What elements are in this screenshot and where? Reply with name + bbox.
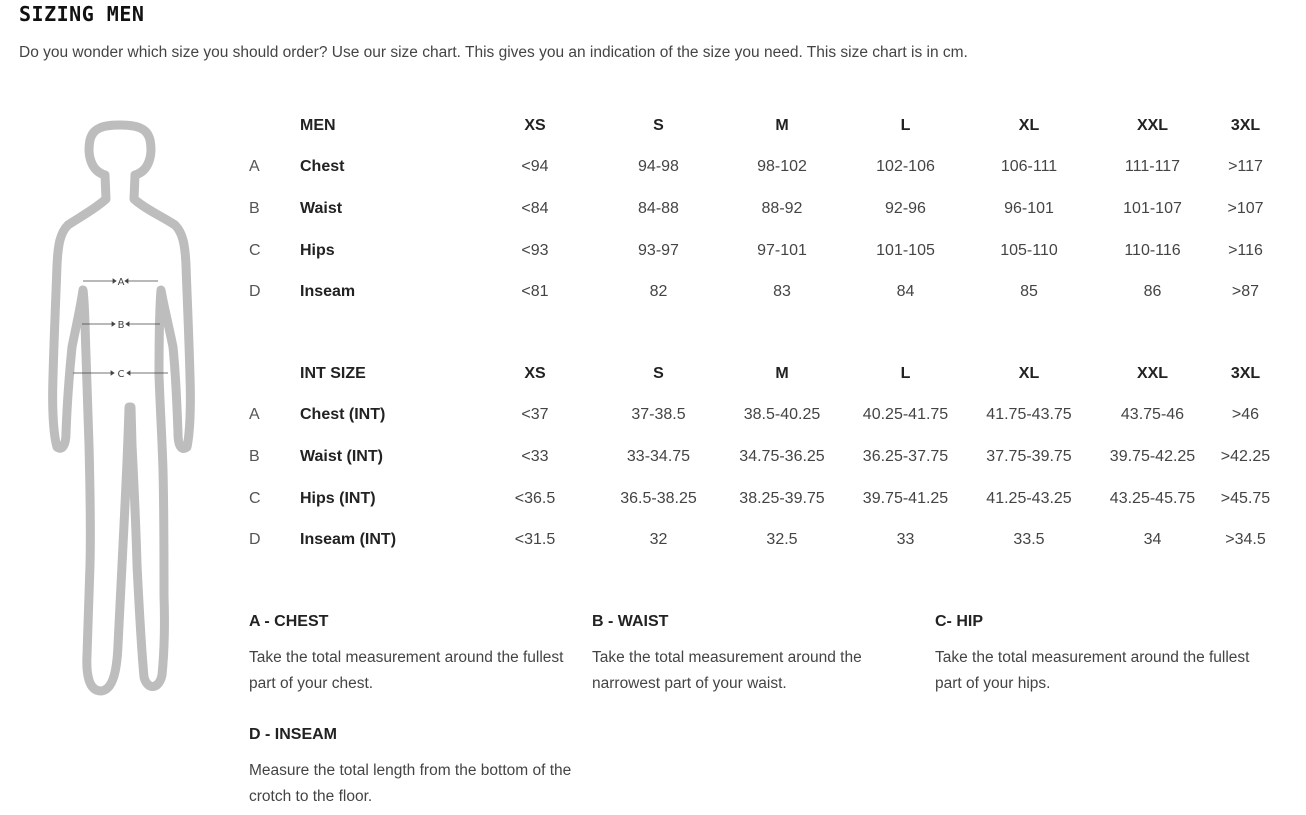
table-cell: 97-101 bbox=[757, 241, 807, 259]
row-letter: B bbox=[249, 199, 260, 217]
table-cell: 41.75-43.75 bbox=[986, 406, 1072, 424]
header-cell: M bbox=[775, 116, 789, 134]
table-cell: <33 bbox=[521, 447, 549, 465]
table-cell: 37.75-39.75 bbox=[986, 447, 1072, 465]
table-cell: 39.75-41.25 bbox=[862, 489, 949, 507]
table-cell: 34 bbox=[1143, 531, 1162, 549]
header-cell: XS bbox=[524, 364, 546, 382]
header-cell: 3XL bbox=[1230, 364, 1261, 382]
table-cell: 102-106 bbox=[876, 158, 935, 176]
header-cell: 3XL bbox=[1230, 116, 1261, 134]
table-cell: 43.25-45.75 bbox=[1109, 489, 1196, 507]
header-cell: XXL bbox=[1136, 116, 1169, 134]
marker-a-label: A bbox=[117, 277, 125, 288]
header-cell: L bbox=[900, 116, 911, 134]
body-figure bbox=[35, 115, 210, 705]
table-cell: 33 bbox=[896, 531, 915, 549]
desc-waist-title: B - WAIST bbox=[592, 613, 669, 630]
row-label: Waist (INT) bbox=[300, 447, 383, 465]
header-cell: XL bbox=[1018, 116, 1040, 134]
marker-b-label: B bbox=[117, 320, 125, 331]
table-cell: 101-105 bbox=[876, 241, 935, 259]
row-label: Inseam bbox=[300, 283, 356, 301]
desc-hip-title: C- HIP bbox=[935, 613, 983, 630]
table-cell: 98-102 bbox=[757, 158, 807, 176]
page-title: SIZING MEN bbox=[19, 2, 145, 26]
table-cell: 36.5-38.25 bbox=[620, 489, 697, 507]
table-row bbox=[240, 519, 1280, 561]
header-cell: INT SIZE bbox=[300, 364, 366, 382]
table-cell: 110-116 bbox=[1124, 241, 1181, 259]
header-cell: S bbox=[653, 364, 664, 382]
table-cell: 96-101 bbox=[1004, 199, 1054, 217]
header-spacer bbox=[240, 105, 300, 147]
table-cell: 43.75-46 bbox=[1120, 406, 1185, 424]
table-cell: 33.5 bbox=[1013, 531, 1045, 549]
row-letter: D bbox=[249, 531, 261, 549]
table-row bbox=[240, 436, 1280, 478]
table-cell: 86 bbox=[1143, 283, 1162, 301]
desc-chest-text: Take the total measurement around the fullest part of your chest. bbox=[249, 649, 564, 692]
table-cell: 38.5-40.25 bbox=[743, 406, 821, 424]
header-cell: L bbox=[900, 364, 911, 382]
desc-hip bbox=[935, 613, 1265, 697]
desc-chest bbox=[249, 613, 579, 697]
table-row bbox=[240, 147, 1280, 189]
row-letter: C bbox=[249, 489, 261, 507]
table-cell: 39.75-42.25 bbox=[1109, 447, 1196, 465]
table-header-row bbox=[240, 105, 1280, 147]
size-table-men bbox=[240, 105, 1280, 313]
table-cell: <31.5 bbox=[514, 531, 556, 549]
table-cell: 88-92 bbox=[761, 199, 803, 217]
table-cell: >46 bbox=[1231, 406, 1260, 424]
header-spacer bbox=[240, 353, 300, 395]
table-cell: 36.25-37.75 bbox=[862, 447, 949, 465]
table-cell: 83 bbox=[773, 283, 791, 301]
table-header-row bbox=[240, 353, 1280, 395]
table-cell: <93 bbox=[521, 241, 549, 259]
desc-hip-text: Take the total measurement around the fullest part of your hips. bbox=[935, 649, 1250, 692]
table-cell: 32.5 bbox=[766, 531, 798, 549]
row-label: Waist bbox=[300, 199, 343, 217]
table-cell: 84 bbox=[896, 283, 915, 301]
row-letter: B bbox=[249, 447, 260, 465]
table-cell: 32 bbox=[649, 531, 668, 549]
table-cell: 105-110 bbox=[1000, 241, 1058, 259]
table-cell: 82 bbox=[649, 283, 668, 301]
table-cell: 40.25-41.75 bbox=[862, 406, 949, 424]
table-cell: 92-96 bbox=[885, 199, 926, 217]
table-cell: <37 bbox=[521, 406, 549, 424]
table-cell: >107 bbox=[1227, 199, 1264, 217]
row-letter: A bbox=[249, 406, 260, 424]
table-cell: >87 bbox=[1231, 283, 1260, 301]
header-cell: XS bbox=[524, 116, 546, 134]
desc-chest-title: A - CHEST bbox=[249, 613, 329, 630]
table-cell: 101-107 bbox=[1123, 199, 1182, 217]
table-cell: 38.25-39.75 bbox=[739, 489, 825, 507]
header-cell: XL bbox=[1018, 364, 1040, 382]
header-cell: M bbox=[775, 364, 789, 382]
desc-inseam bbox=[249, 726, 579, 810]
table-row bbox=[240, 271, 1280, 313]
table-cell: 37-38.5 bbox=[631, 406, 686, 424]
table-cell: <81 bbox=[521, 283, 549, 301]
row-letter: D bbox=[249, 283, 261, 301]
intro-text: Do you wonder which size you should order? Use our size chart. This gives you an indication of the size you need. This size chart is in cm. bbox=[19, 44, 968, 61]
table-cell: >116 bbox=[1228, 241, 1263, 259]
table-cell: <84 bbox=[521, 199, 549, 217]
row-label: Inseam (INT) bbox=[300, 531, 397, 549]
row-label: Chest (INT) bbox=[300, 406, 386, 424]
table-cell: <36.5 bbox=[514, 489, 556, 507]
table-cell: 85 bbox=[1020, 283, 1038, 301]
table-cell: 41.25-43.25 bbox=[986, 489, 1072, 507]
table-cell: 93-97 bbox=[638, 241, 679, 259]
desc-waist bbox=[592, 613, 922, 697]
size-table-int bbox=[240, 353, 1280, 561]
header-cell: XXL bbox=[1136, 364, 1169, 382]
row-label: Chest bbox=[300, 158, 345, 176]
table-cell: >117 bbox=[1228, 158, 1263, 176]
row-label: Hips (INT) bbox=[300, 489, 376, 507]
table-cell: >34.5 bbox=[1225, 531, 1266, 549]
table-cell: <94 bbox=[521, 158, 549, 176]
header-cell: S bbox=[653, 116, 664, 134]
marker-c-label: C bbox=[117, 369, 125, 380]
row-letter: A bbox=[249, 158, 260, 176]
table-cell: 111-117 bbox=[1124, 158, 1181, 176]
desc-inseam-title: D - INSEAM bbox=[249, 726, 337, 743]
row-label: Hips bbox=[300, 241, 335, 259]
table-cell: 33-34.75 bbox=[626, 447, 691, 465]
table-row bbox=[240, 188, 1280, 230]
header-cell: MEN bbox=[300, 116, 336, 134]
table-cell: 106-111 bbox=[1000, 158, 1058, 176]
table-cell: >45.75 bbox=[1220, 489, 1271, 507]
row-letter: C bbox=[249, 241, 261, 259]
body-silhouette-icon bbox=[35, 115, 210, 705]
desc-waist-text: Take the total measurement around the narrowest part of your waist. bbox=[592, 649, 862, 692]
table-cell: 84-88 bbox=[638, 199, 679, 217]
table-cell: 34.75-36.25 bbox=[739, 447, 825, 465]
table-row bbox=[240, 230, 1280, 272]
table-cell: >42.25 bbox=[1220, 447, 1271, 465]
table-row bbox=[240, 395, 1280, 437]
table-cell: 94-98 bbox=[638, 158, 679, 176]
table-row bbox=[240, 478, 1280, 520]
desc-inseam-text: Measure the total length from the bottom of the crotch to the floor. bbox=[249, 762, 572, 805]
